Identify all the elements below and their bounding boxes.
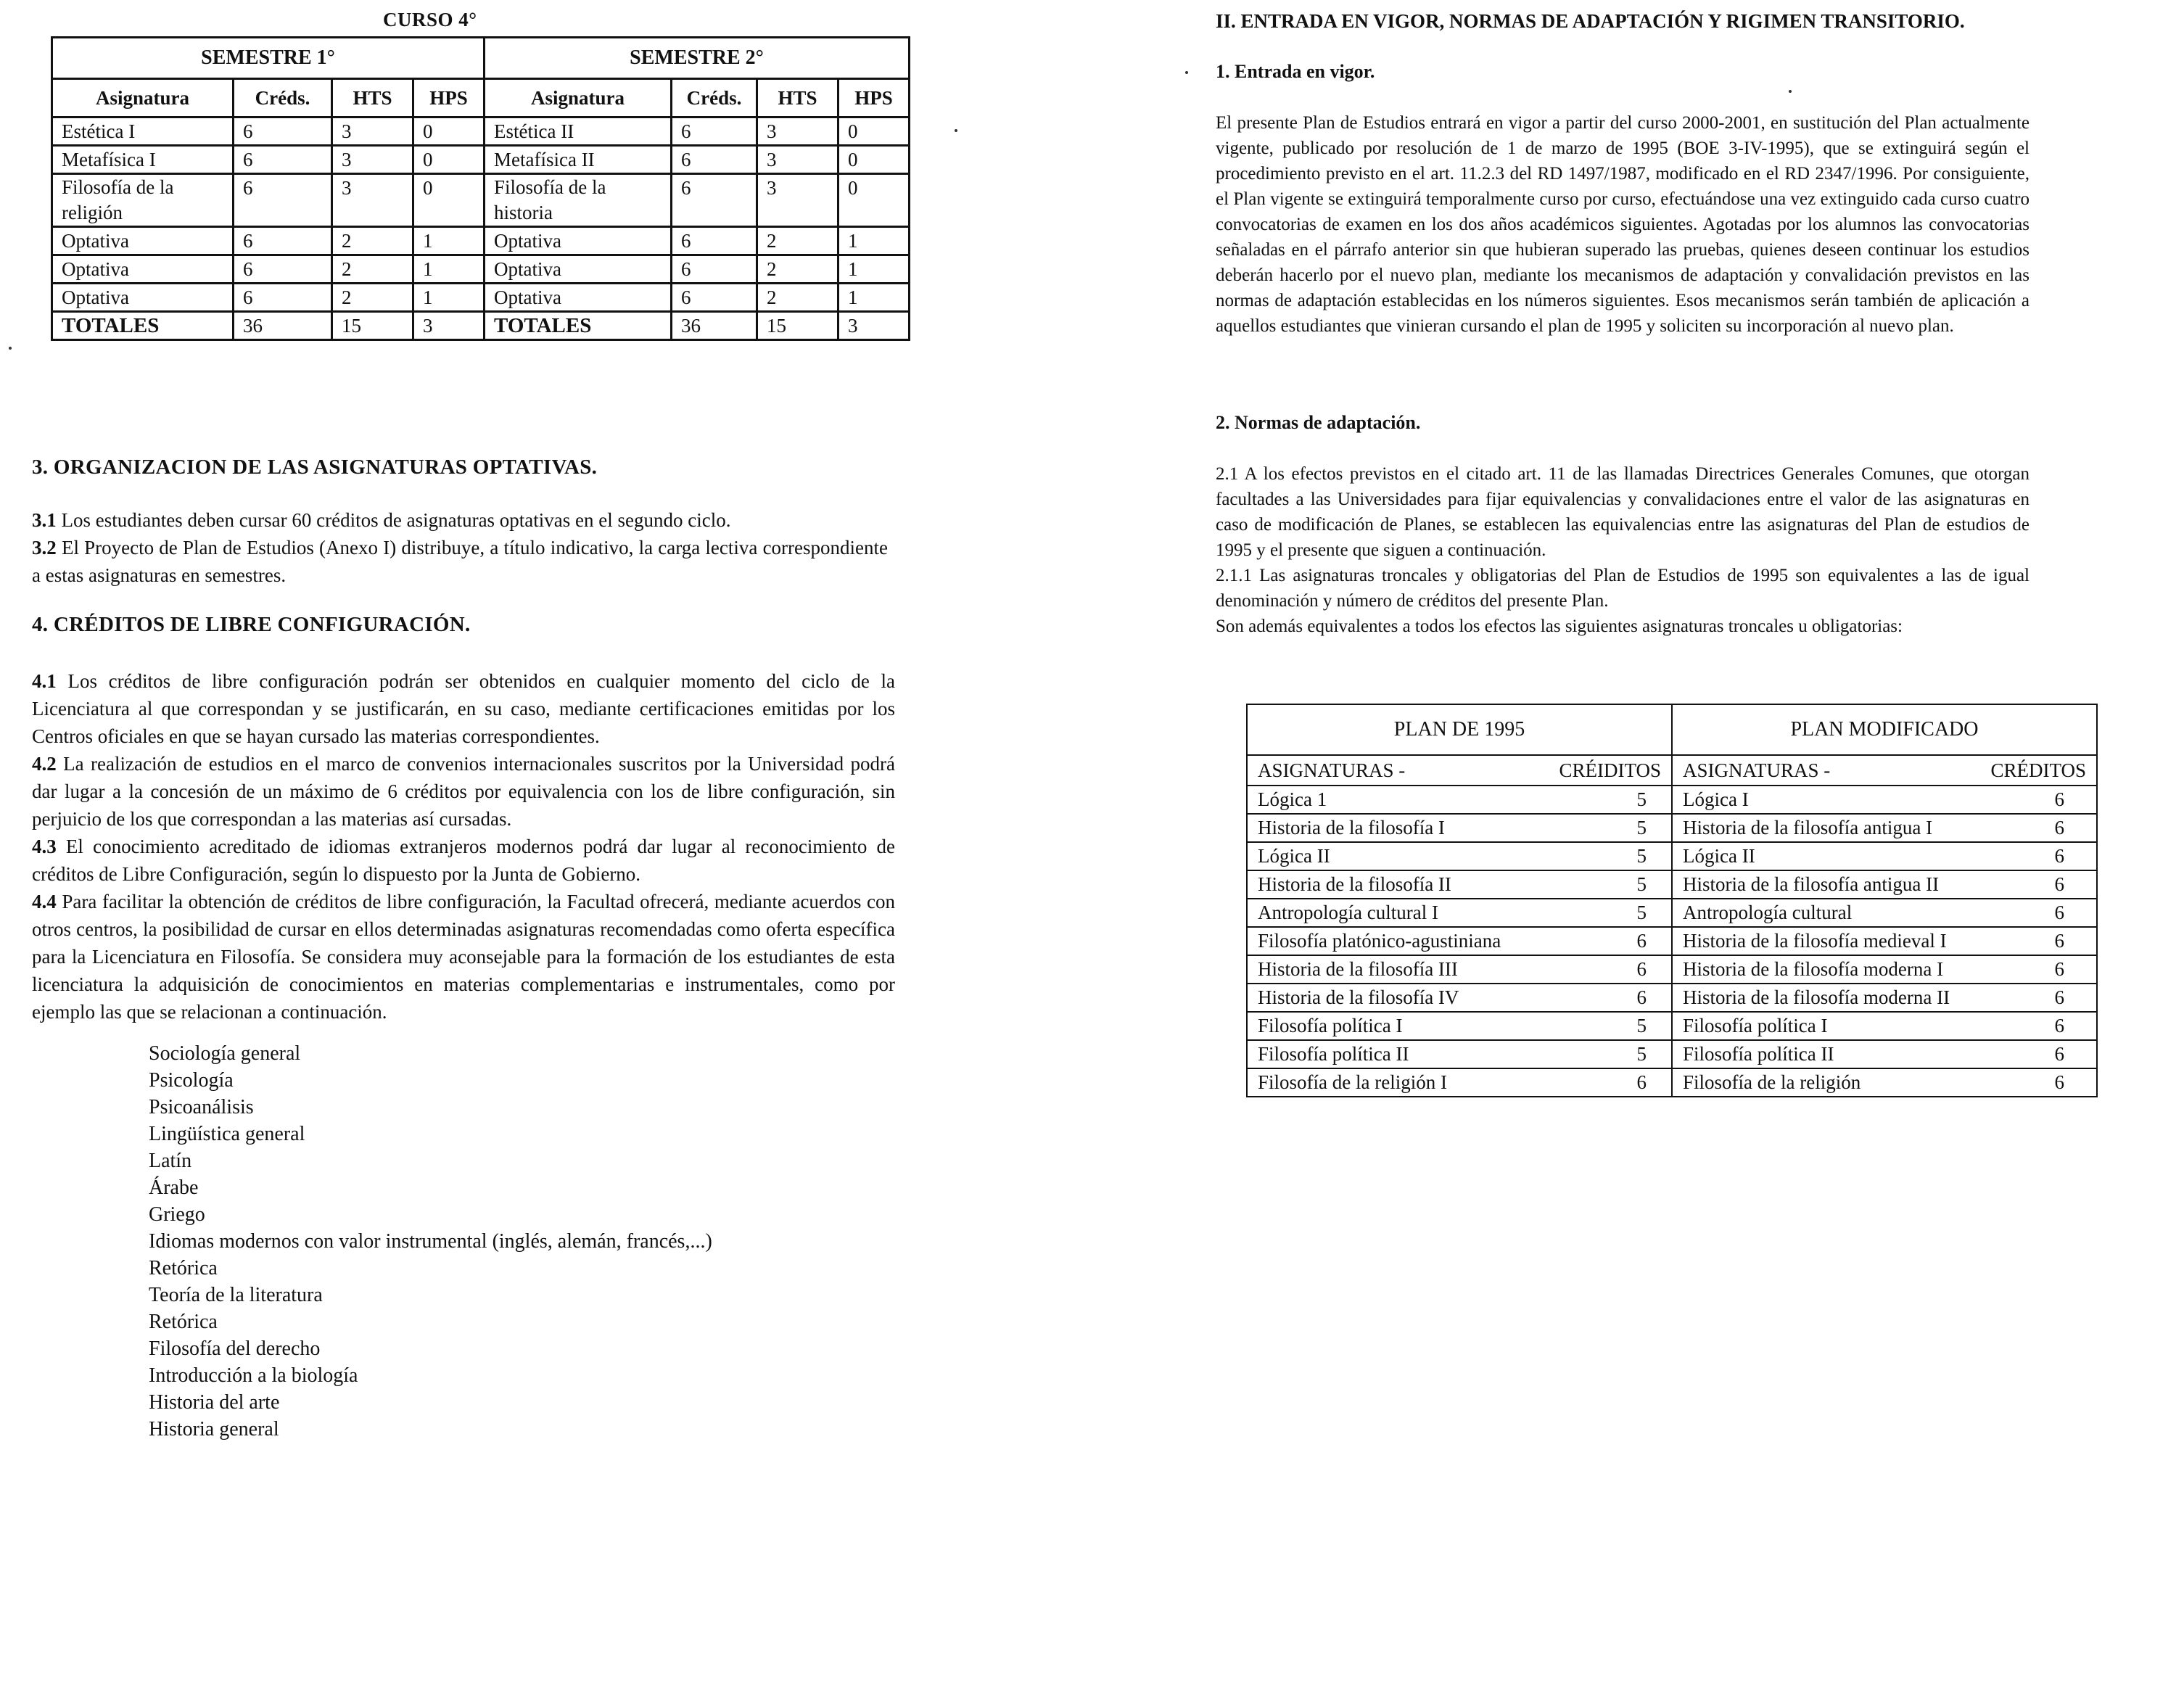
table-row xyxy=(1247,1040,2097,1068)
new-subject-cell xyxy=(1672,870,2097,899)
list-item: Filosofía del derecho xyxy=(149,1337,321,1360)
col-creds-header: Créds. xyxy=(672,79,757,118)
new-subject-cell xyxy=(1672,786,2097,814)
paragraph-number: 3.1 xyxy=(32,509,57,531)
totals-label: TOTALES xyxy=(52,312,234,340)
old-subject-cell xyxy=(1247,984,1672,1012)
new-subject-cell xyxy=(1672,984,2097,1012)
table-row xyxy=(52,255,910,284)
subject-name: Lógica II xyxy=(1683,845,1755,867)
old-subject-cell xyxy=(1247,870,1672,899)
subject-name: Historia de la filosofía I xyxy=(1258,817,1445,838)
creds-cell: 6 xyxy=(672,118,757,146)
credits-value: 5 xyxy=(1636,873,1647,895)
new-subject-cell xyxy=(1672,1068,2097,1097)
list-item: Latín xyxy=(149,1150,192,1172)
table-row xyxy=(1247,870,2097,899)
hts-cell: 2 xyxy=(757,284,838,312)
paragraph-text: El Proyecto de Plan de Estudios (Anexo I) distribuye, a título indicativo, la carga lectiva correspondiente a estas asignaturas en semestres. xyxy=(32,537,889,586)
old-subject-cell xyxy=(1247,842,1672,870)
subject-name: Lógica 1 xyxy=(1258,788,1327,810)
list-item: Griego xyxy=(149,1203,205,1226)
hps-cell: 1 xyxy=(413,284,485,312)
table-row xyxy=(1247,1068,2097,1097)
subject-name: Historia de la filosofía II xyxy=(1258,873,1451,895)
creds-cell: 6 xyxy=(234,284,332,312)
subject-name: Filosofía política I xyxy=(1683,1015,1828,1036)
credits-value: 6 xyxy=(2054,986,2064,1008)
new-subject-cell xyxy=(1672,814,2097,842)
paragraph-entry-into-force: El presente Plan de Estudios entrará en vigor a partir del curso 2000-2001, en sustitución del Plan actualmente vigente, publicado por resolución de 1 de marzo de 1995 (BOE 3-IV-1995), que se extinguirá según el procedimiento previsto en el art. 11.2.3 del RD 1497/1987, modificado en el RD 2347/1996. Por consiguiente, el Plan vigente se extinguirá temporalmente curso por curso, efectuándose una vez extinguido cada curso cuatro convocatorias de examen en los dos años académicos siguientes. Agotadas por los alumnos las convocatorias señaladas en el párrafo anterior sin que hubieran superado las pruebas, quienes deseen continuar los estudios deberán hacerlo por el nuevo plan, mediante los mecanismos de adaptación y convalidación previstos en las normas de adaptación establecidas en los números siguientes. Esos mecanismos serán también de aplicación a aquellos estudiantes que vinieran cursando el plan de 1995 y soliciten su incorporación al nuevo plan. xyxy=(1216,113,2030,336)
col-hps-header: HPS xyxy=(838,79,910,118)
list-item: Retórica xyxy=(149,1257,218,1279)
subject-name: Filosofía política I xyxy=(1258,1015,1403,1036)
hps-cell: 0 xyxy=(838,146,910,174)
credits-col-label: CRÉIDITOS xyxy=(1559,759,1661,781)
creds-cell: 6 xyxy=(672,255,757,284)
hps-cell: 1 xyxy=(838,255,910,284)
equivalence-table xyxy=(1246,704,2098,1097)
subject-name: Historia de la filosofía III xyxy=(1258,958,1458,980)
semester-2-header: SEMESTRE 2° xyxy=(485,38,910,79)
paragraph-2-1: 2.1 A los efectos previstos en el citado art. 11 de las llamadas Directrices Generales Comunes, que otorgan facultades a las Universidades para fijar equivalencias y convalidaciones entre el valor de las asignaturas en caso de modificación de Planes, se establecen las equivalencias entre las asignaturas del Plan de estudios de 1995 y el presente que siguen a continuación. xyxy=(1216,464,2030,560)
subject-name: Historia de la filosofía IV xyxy=(1258,986,1459,1008)
paragraph-text: Para facilitar la obtención de créditos de libre configuración, la Facultad ofrecerá, mediante acuerdos con otros centros, la posibilidad de cursar en ellos determinadas asignaturas recomendadas como oferta específica para la Licenciatura en Filosofía. Se considera muy aconsejable para la formación de los estudiantes de esta licenciatura la adquisición de conocimientos en materias complementarias e instrumentales, como por ejemplo las que se relacionan a continuación. xyxy=(32,891,896,1023)
subject-cell: Optativa xyxy=(52,255,234,284)
hts-cell: 2 xyxy=(757,227,838,255)
hts-cell: 3 xyxy=(332,174,413,227)
table-row xyxy=(52,146,910,174)
subject-cell: Metafísica II xyxy=(485,146,672,174)
list-item: Historia del arte xyxy=(149,1391,280,1414)
hps-cell: 3 xyxy=(838,312,910,340)
course-4-schedule-table xyxy=(51,36,910,341)
list-item: Historia general xyxy=(149,1418,279,1440)
subject-name: Filosofía de la religión xyxy=(1683,1071,1861,1093)
credits-value: 5 xyxy=(1636,1015,1647,1036)
subject-name: Antropología cultural I xyxy=(1258,902,1438,923)
credits-value: 5 xyxy=(1636,902,1647,923)
credits-value: 6 xyxy=(1636,986,1647,1008)
creds-cell: 6 xyxy=(672,284,757,312)
list-item: Retórica xyxy=(149,1311,218,1333)
section-3-heading: 3. ORGANIZACION DE LAS ASIGNATURAS OPTATIVAS. xyxy=(32,456,598,479)
paragraph-4-1 xyxy=(32,667,895,750)
credits-value: 6 xyxy=(1636,958,1647,980)
subject-name: Historia de la filosofía moderna II xyxy=(1683,986,1950,1008)
col-subject-header: Asignatura xyxy=(485,79,672,118)
list-item: Psicología xyxy=(149,1069,234,1092)
old-subject-cell xyxy=(1247,955,1672,984)
subsection-1-heading: 1. Entrada en vigor. xyxy=(1216,61,1375,82)
old-subject-cell xyxy=(1247,1068,1672,1097)
subject-name: Historia de la filosofía medieval I xyxy=(1683,930,1947,952)
subject-cell: Estética I xyxy=(52,118,234,146)
credits-value: 6 xyxy=(2054,958,2064,980)
credits-value: 6 xyxy=(2054,788,2064,810)
table-row xyxy=(1247,955,2097,984)
paragraph-number: 4.1 xyxy=(32,670,57,692)
credits-value: 6 xyxy=(2054,1015,2064,1036)
section-3-body xyxy=(32,506,888,589)
hps-cell: 1 xyxy=(838,227,910,255)
hps-cell: 0 xyxy=(413,118,485,146)
subject-cell: Optativa xyxy=(52,227,234,255)
creds-cell: 6 xyxy=(672,146,757,174)
hts-cell: 3 xyxy=(757,118,838,146)
subject-name: Historia de la filosofía antigua II xyxy=(1683,873,1940,895)
paragraph-4-2 xyxy=(32,750,895,833)
subject-name: Historia de la filosofía moderna I xyxy=(1683,958,1944,980)
hps-cell: 0 xyxy=(838,174,910,227)
table-row xyxy=(1247,984,2097,1012)
hts-cell: 3 xyxy=(757,174,838,227)
list-item: Sociología general xyxy=(149,1042,301,1065)
credits-value: 6 xyxy=(2054,873,2064,895)
totals-label: TOTALES xyxy=(485,312,672,340)
credits-value: 5 xyxy=(1636,788,1647,810)
table-row xyxy=(52,118,910,146)
new-subject-cell xyxy=(1672,927,2097,955)
subject-name: Lógica II xyxy=(1258,845,1330,867)
creds-cell: 6 xyxy=(672,227,757,255)
table-row xyxy=(1247,842,2097,870)
paragraph-number: 4.3 xyxy=(32,836,57,857)
subject-name: Antropología cultural xyxy=(1683,902,1853,923)
hps-cell: 0 xyxy=(838,118,910,146)
hts-cell: 3 xyxy=(757,146,838,174)
subject-cell: Optativa xyxy=(485,227,672,255)
plan-modified-header: PLAN MODIFICADO xyxy=(1672,704,2097,755)
hts-cell: 15 xyxy=(332,312,413,340)
list-item: Árabe xyxy=(149,1176,199,1199)
paragraph-equivalences-intro: Son además equivalentes a todos los efectos las siguientes asignaturas troncales u obligatorias: xyxy=(1216,617,1903,636)
subject-cell: Optativa xyxy=(52,284,234,312)
paragraph-4-4 xyxy=(32,888,895,1026)
old-subject-cell xyxy=(1247,1040,1672,1068)
subject-cell: Filosofía de la religión xyxy=(52,174,234,227)
scan-speck xyxy=(9,347,12,350)
hts-cell: 3 xyxy=(332,146,413,174)
list-item: Psicoanálisis xyxy=(149,1096,254,1118)
paragraph-2-1-1: 2.1.1 Las asignaturas troncales y obligatorias del Plan de Estudios de 1995 son equivalentes a las de igual denominación y número de créditos del presente Plan. xyxy=(1216,566,2030,611)
complementary-subjects-list xyxy=(149,1040,712,1443)
list-item: Lingüística general xyxy=(149,1123,305,1145)
table-row xyxy=(52,284,910,312)
table-row xyxy=(1247,899,2097,927)
hps-cell: 0 xyxy=(413,146,485,174)
col-subject-header: Asignatura xyxy=(52,79,234,118)
col-creds-header: Créds. xyxy=(234,79,332,118)
table-row xyxy=(1247,1012,2097,1040)
table-row xyxy=(1247,814,2097,842)
plan-1995-header: PLAN DE 1995 xyxy=(1247,704,1672,755)
credits-value: 6 xyxy=(2054,845,2064,867)
subjects-col-label: ASIGNATURAS - xyxy=(1258,759,1406,781)
col-hts-header: HTS xyxy=(757,79,838,118)
subject-cell: Estética II xyxy=(485,118,672,146)
paragraph-text: Los créditos de libre configuración podrán ser obtenidos en cualquier momento del ciclo de la Licenciatura al que correspondan y se justificarán, en su caso, mediante certificaciones emitidas por los Centros oficiales en que se hayan cursado las materias correspondientes. xyxy=(32,670,896,747)
credits-col-label: CRÉDITOS xyxy=(1990,759,2086,781)
paragraph-number: 4.2 xyxy=(32,753,57,775)
paragraph-number: 3.2 xyxy=(32,537,57,558)
scan-speck xyxy=(955,129,957,132)
hps-cell: 3 xyxy=(413,312,485,340)
credits-value: 5 xyxy=(1636,817,1647,838)
hps-cell: 1 xyxy=(838,284,910,312)
hps-cell: 1 xyxy=(413,227,485,255)
creds-cell: 36 xyxy=(672,312,757,340)
subject-name: Filosofía política II xyxy=(1683,1043,1834,1065)
creds-cell: 6 xyxy=(234,255,332,284)
list-item: Teoría de la literatura xyxy=(149,1284,323,1306)
old-subject-cell xyxy=(1247,1012,1672,1040)
credits-value: 6 xyxy=(2054,1071,2064,1093)
totals-row xyxy=(52,312,910,340)
col-hts-header: HTS xyxy=(332,79,413,118)
table-row xyxy=(52,174,910,227)
paragraph-4-3 xyxy=(32,833,895,888)
old-columns-header xyxy=(1247,755,1672,786)
paragraph-text: La realización de estudios en el marco de convenios internacionales suscritos por la Universidad podrá dar lugar a la concesión de un máximo de 6 créditos por equivalencia con los de libre configuración, sin perjuicio de los que correspondan a las materias así cursadas. xyxy=(32,753,895,830)
subject-cell: Optativa xyxy=(485,284,672,312)
paragraph-text: El conocimiento acreditado de idiomas extranjeros modernos podrá dar lugar al reconocimiento de créditos de Libre Configuración, según lo dispuesto por la Junta de Gobierno. xyxy=(32,836,896,885)
subject-cell: Filosofía de la historia xyxy=(485,174,672,227)
paragraph-3-2 xyxy=(32,534,888,589)
paragraph-number: 4.4 xyxy=(32,891,57,912)
old-subject-cell xyxy=(1247,786,1672,814)
credits-value: 6 xyxy=(2054,902,2064,923)
credits-value: 6 xyxy=(2054,930,2064,952)
new-subject-cell xyxy=(1672,1012,2097,1040)
subject-cell: Metafísica I xyxy=(52,146,234,174)
col-hps-header: HPS xyxy=(413,79,485,118)
old-subject-cell xyxy=(1247,899,1672,927)
semester-1-header: SEMESTRE 1° xyxy=(52,38,485,79)
hts-cell: 2 xyxy=(332,255,413,284)
new-subject-cell xyxy=(1672,842,2097,870)
hps-cell: 1 xyxy=(413,255,485,284)
table-row xyxy=(52,227,910,255)
subsection-2-heading: 2. Normas de adaptación. xyxy=(1216,412,1421,433)
section-4-heading: 4. CRÉDITOS DE LIBRE CONFIGURACIÓN. xyxy=(32,613,471,636)
creds-cell: 6 xyxy=(234,118,332,146)
hts-cell: 3 xyxy=(332,118,413,146)
hps-cell: 0 xyxy=(413,174,485,227)
subjects-col-label: ASIGNATURAS - xyxy=(1683,759,1831,781)
subject-name: Filosofía platónico-agustiniana xyxy=(1258,930,1501,952)
old-subject-cell xyxy=(1247,927,1672,955)
course-title: CURSO 4° xyxy=(383,9,477,30)
scan-speck xyxy=(1185,71,1188,74)
list-item: Idiomas modernos con valor instrumental (inglés, alemán, francés,...) xyxy=(149,1230,712,1253)
hts-cell: 15 xyxy=(757,312,838,340)
table-row xyxy=(1247,927,2097,955)
section-4-body xyxy=(32,667,895,1026)
new-subject-cell xyxy=(1672,1040,2097,1068)
creds-cell: 6 xyxy=(234,174,332,227)
credits-value: 6 xyxy=(1636,1071,1647,1093)
new-columns-header xyxy=(1672,755,2097,786)
credits-value: 5 xyxy=(1636,1043,1647,1065)
subject-cell: Optativa xyxy=(485,255,672,284)
subject-name: Filosofía de la religión I xyxy=(1258,1071,1447,1093)
old-subject-cell xyxy=(1247,814,1672,842)
new-subject-cell xyxy=(1672,899,2097,927)
table-row xyxy=(1247,786,2097,814)
hts-cell: 2 xyxy=(332,284,413,312)
credits-value: 6 xyxy=(2054,1043,2064,1065)
list-item: Introducción a la biología xyxy=(149,1364,358,1387)
credits-value: 5 xyxy=(1636,845,1647,867)
creds-cell: 36 xyxy=(234,312,332,340)
subject-name: Historia de la filosofía antigua I xyxy=(1683,817,1933,838)
hts-cell: 2 xyxy=(757,255,838,284)
hts-cell: 2 xyxy=(332,227,413,255)
new-subject-cell xyxy=(1672,955,2097,984)
paragraph-text: Los estudiantes deben cursar 60 créditos de asignaturas optativas en el segundo ciclo. xyxy=(61,509,731,531)
creds-cell: 6 xyxy=(234,227,332,255)
subject-name: Lógica I xyxy=(1683,788,1749,810)
creds-cell: 6 xyxy=(672,174,757,227)
credits-value: 6 xyxy=(1636,930,1647,952)
paragraph-3-1 xyxy=(32,506,888,534)
subject-name: Filosofía política II xyxy=(1258,1043,1409,1065)
right-page-title: II. ENTRADA EN VIGOR, NORMAS DE ADAPTACIÓN Y RIGIMEN TRANSITORIO. xyxy=(1216,10,1965,32)
scan-speck xyxy=(1789,90,1792,93)
credits-value: 6 xyxy=(2054,817,2064,838)
creds-cell: 6 xyxy=(234,146,332,174)
